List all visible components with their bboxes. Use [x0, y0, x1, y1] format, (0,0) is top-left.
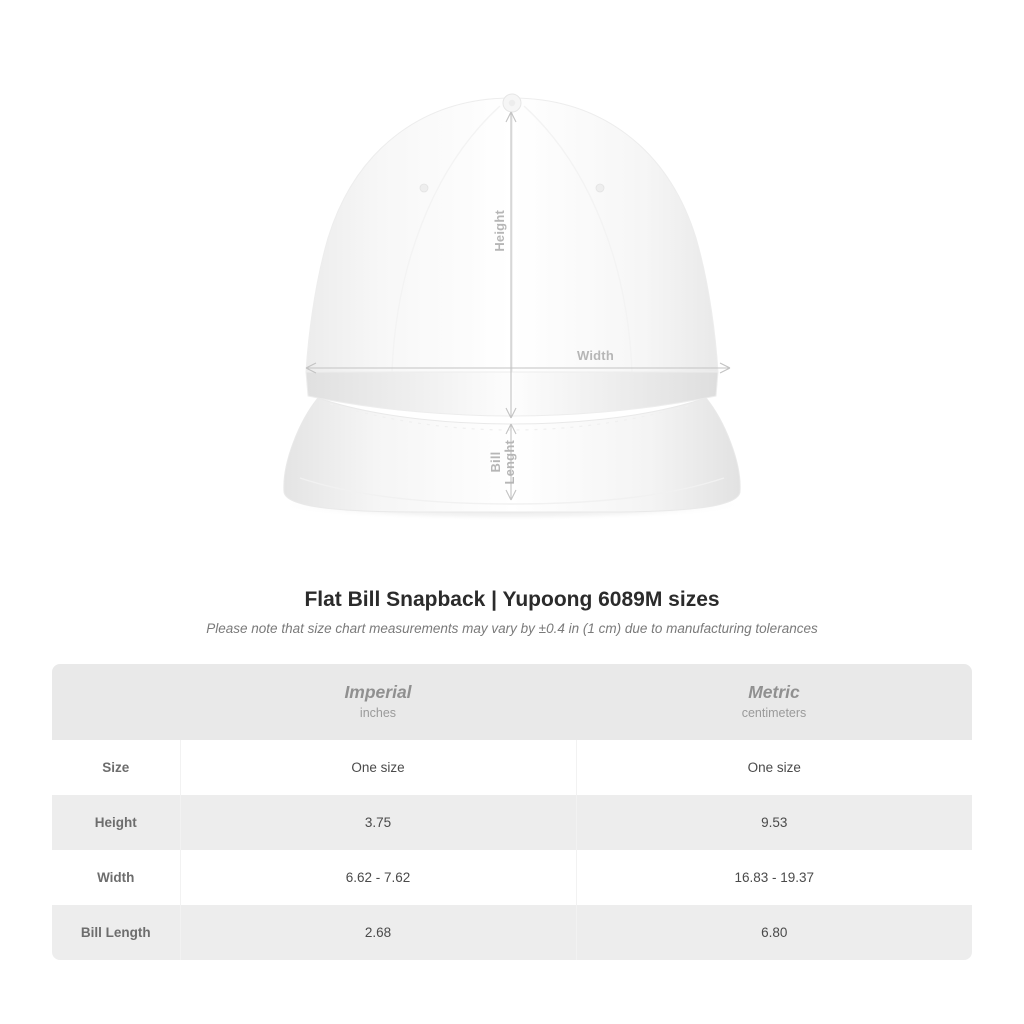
tolerance-note: Please note that size chart measurements may vary by ±0.4 in (1 cm) due to manufacturing tolerances	[206, 621, 818, 636]
row-label-bill-length: Bill Length	[52, 905, 180, 960]
row-label-height: Height	[52, 795, 180, 850]
cell-bill-length-imperial: 2.68	[180, 905, 576, 960]
page-title: Flat Bill Snapback | Yupoong 6089M sizes	[304, 588, 720, 611]
cell-width-metric: 16.83 - 19.37	[576, 850, 972, 905]
table-header	[52, 664, 972, 740]
row-label-width: Width	[52, 850, 180, 905]
row-label-size: Size	[52, 740, 180, 795]
measure-label-bill-line1: Bill	[488, 451, 503, 473]
table-row	[52, 740, 972, 795]
unit-sub-imperial: inches	[359, 706, 397, 720]
table-row	[52, 905, 972, 960]
table-body	[52, 740, 972, 960]
unit-sub-metric: centimeters	[741, 706, 807, 720]
measure-label-width: Width	[577, 348, 614, 363]
cell-height-imperial: 3.75	[180, 795, 576, 850]
title-block	[0, 588, 1024, 636]
table-row	[52, 795, 972, 850]
table-header-row	[52, 664, 972, 740]
cell-size-metric: One size	[576, 740, 972, 795]
unit-title-imperial: Imperial	[344, 682, 412, 702]
size-table	[52, 664, 972, 960]
unit-title-metric: Metric	[748, 682, 800, 702]
cell-width-imperial: 6.62 - 7.62	[180, 850, 576, 905]
measure-label-bill-line2: Lenght	[502, 440, 517, 485]
cell-size-imperial: One size	[180, 740, 576, 795]
measure-label-bill-length	[489, 440, 517, 485]
cell-bill-length-metric: 6.80	[576, 905, 972, 960]
table-row	[52, 850, 972, 905]
table-header-imperial	[180, 664, 576, 740]
measure-label-height: Height	[492, 210, 507, 252]
table-header-metric	[576, 664, 972, 740]
cell-height-metric: 9.53	[576, 795, 972, 850]
table-header-blank	[52, 664, 180, 740]
size-table-wrapper	[52, 664, 972, 960]
